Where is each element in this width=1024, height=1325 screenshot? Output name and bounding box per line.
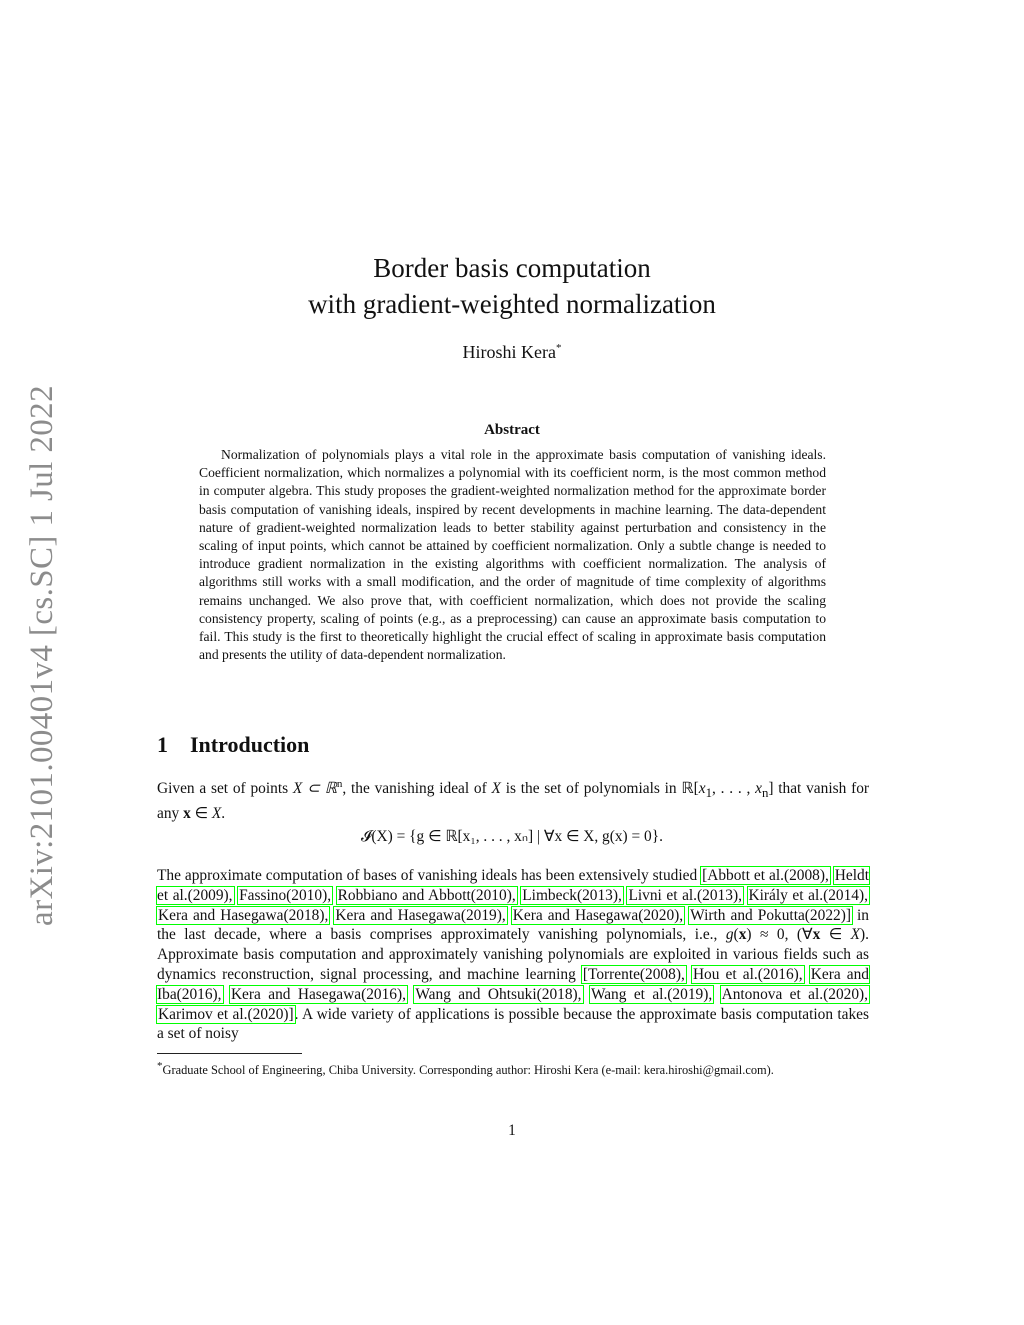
math-run: X	[211, 805, 222, 822]
title-line-2: with gradient-weighted normalization	[308, 289, 716, 319]
text-run: .	[221, 805, 226, 822]
math-vector: x	[183, 805, 191, 822]
author-line	[0, 342, 1024, 363]
abstract-heading: Abstract	[484, 422, 540, 438]
arxiv-stamp	[14, 380, 70, 930]
citation-link[interactable]: Antonova et al.(2020),	[721, 985, 869, 1003]
section-number: 1	[157, 732, 168, 757]
citation-link[interactable]: Kera and Iba(2016),	[157, 965, 869, 1003]
text-run: ∈	[820, 926, 851, 944]
text-run: ). Approximate basis computation and approximately vanishing polynomials are exploited in various fields such as dynamics reconstruction, signal processing, and machine learning	[157, 926, 870, 983]
author-footnote-mark[interactable]: *	[555, 342, 562, 354]
footnote-rule	[157, 1053, 302, 1054]
text-run: The approximate computation of bases of vanishing ideals has been extensively studied	[157, 867, 702, 884]
footnote-mark: *	[157, 1060, 163, 1072]
citation-link[interactable]: Hou et al.(2016),	[692, 965, 803, 983]
text-run: ] that vanish for any	[157, 780, 870, 822]
math-vector: x	[812, 926, 821, 944]
citation-link[interactable]: Heldt et al.(2009),	[157, 867, 869, 904]
math-run: X	[850, 926, 861, 944]
footnote	[157, 1058, 869, 1078]
text-run: ∈	[190, 805, 212, 822]
text-run: , the vanishing ideal of	[342, 780, 492, 798]
math-run: X ⊂ ℝ	[292, 780, 337, 798]
math-run: x	[755, 780, 762, 798]
intro-paragraph-2	[157, 866, 869, 1044]
math-vector: x	[738, 926, 747, 944]
math-sub: 1	[705, 786, 712, 801]
text-run: (	[733, 926, 739, 944]
footnote-text: Graduate School of Engineering, Chiba University. Corresponding author: Hiroshi Kera (e-mail: kera.hiroshi@gmail.com).	[162, 1063, 774, 1078]
abstract-text: Normalization of polynomials plays a vital role in the approximate basis computation of vanishing ideals. Coefficient normalization, which normalizes a polynomial with its coefficient norm, is the most common method in computer algebra. This study proposes the gradient-weighted normalization method for the approximate border basis computation of vanishing ideals, inspired by recent developments in machine learning. The data-dependent nature of gradient-weighted normalization leads to better stability against perturbation and consistency in the scaling of input points, which cannot be attained by coefficient normalization. Only a subtle change is needed to introduce gradient normalization in the existing algorithms with coefficient normalization. The analysis of algorithms still works with a small modification, and the order of magnitude of time complexity of algorithms remains unchanged. We also prove that, with coefficient normalization, which does not provide the scaling consistency property, scaling of points (e.g., as a preprocessing) can cause an approximate basis computation to fail. This study is the first to theoretically highlight the crucial effect of scaling in approximate basis computation and presents the utility of data-dependent normalization.	[199, 447, 826, 663]
text-run: , . . . ,	[711, 780, 756, 798]
citation-link[interactable]: Wang et al.(2019),	[590, 985, 713, 1003]
citation-link[interactable]: Kera and Hasegawa(2019),	[335, 906, 506, 924]
intro-paragraph-1	[157, 775, 869, 824]
paper-title	[0, 250, 1024, 322]
section-heading	[157, 732, 309, 758]
math-sup: n	[336, 778, 343, 790]
section-title: Introduction	[190, 732, 310, 757]
title-line-1: Border basis computation	[373, 253, 651, 283]
arxiv-stamp-text: arXiv:2101.00401v4 [cs.SC] 1 Jul 2022	[23, 384, 60, 926]
text-run: ) ≈ 0, (∀	[746, 926, 813, 944]
citation-link[interactable]: Wirth and Pokutta(2022)]	[690, 906, 851, 924]
citation-link[interactable]: [Abbott et al.(2008),	[702, 867, 829, 884]
citation-link[interactable]: Karimov et al.(2020)]	[158, 1005, 294, 1023]
citation-link[interactable]: Limbeck(2013),	[522, 886, 622, 904]
display-equation: 𝓘(X) = {g ∈ ℝ[x₁, . . . , xₙ] | ∀x ∈ X, g(x) = 0}.	[361, 828, 663, 845]
citation-link[interactable]: Wang and Ohtsuki(2018),	[415, 985, 582, 1003]
citation-link[interactable]: Kera and Hasegawa(2020),	[512, 906, 684, 924]
page-number: 1	[508, 1122, 516, 1139]
text-run: in the last decade, where a basis comprises approximately vanishing polynomials, i.e.,	[157, 906, 869, 944]
citation-link[interactable]: Robbiano and Abbott(2010),	[337, 886, 516, 904]
text-run: is the set of polynomials in ℝ[	[500, 780, 699, 798]
citation-link[interactable]: Livni et al.(2013),	[628, 886, 742, 904]
text-run: . A wide variety of applications is possible because the approximate basis computation takes a set of noisy	[157, 1005, 870, 1043]
citation-link[interactable]: Király et al.(2014),	[748, 886, 868, 904]
citation-link[interactable]: Kera and Hasegawa(2018),	[158, 906, 329, 924]
author-name: Hiroshi Kera	[462, 342, 556, 362]
math-run: X	[491, 780, 501, 798]
math-run: x	[698, 780, 706, 798]
citation-link[interactable]: Fassino(2010),	[239, 886, 332, 904]
math-sub: n	[761, 786, 769, 801]
citation-link[interactable]: Kera and Hasegawa(2016),	[230, 985, 406, 1003]
citation-link[interactable]: [Torrente(2008),	[582, 965, 685, 983]
text-run: Given a set of points	[157, 780, 293, 798]
math-run: g	[725, 926, 734, 944]
